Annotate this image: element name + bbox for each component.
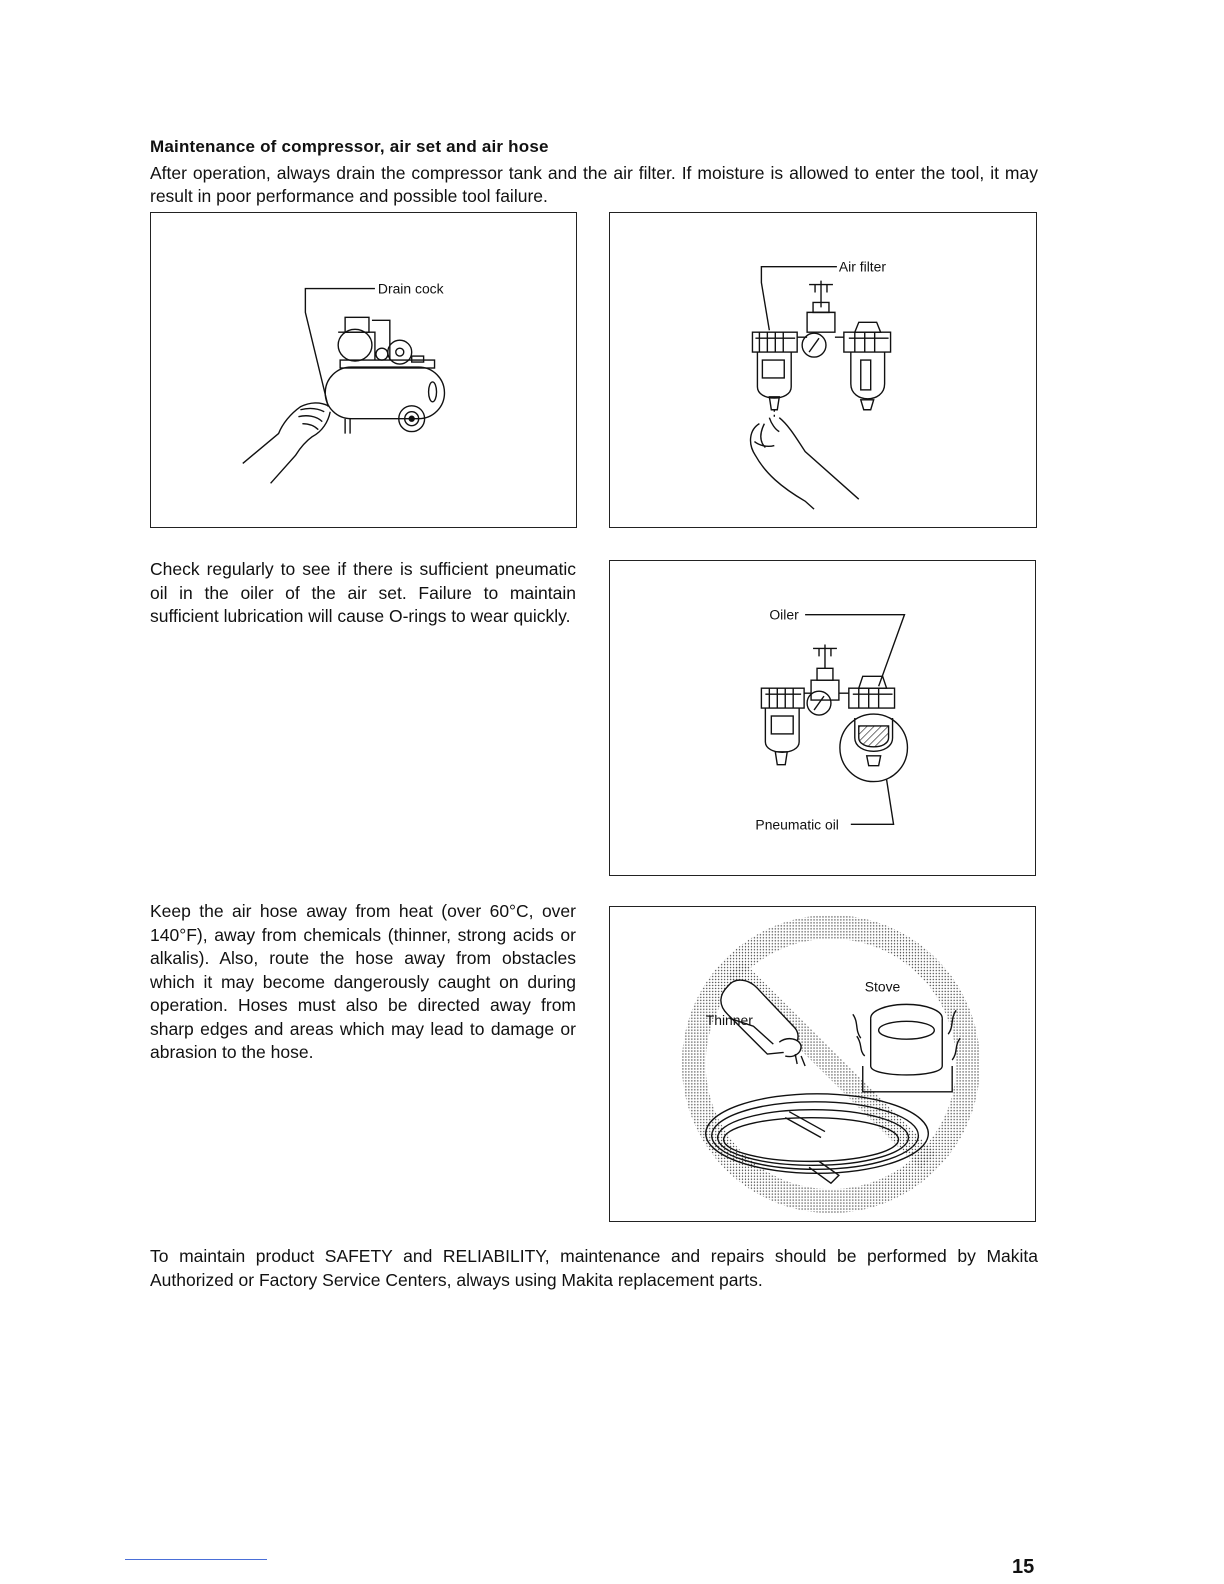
oiler-label: Oiler: [769, 606, 799, 623]
hose-hazard-figure: [609, 906, 1036, 1222]
oiler-figure: [609, 560, 1036, 876]
intro-paragraph: After operation, always drain the compressor tank and the air filter. If moisture is allowed to enter the tool, it may result in poor performance and possible tool failure.: [150, 163, 1038, 206]
page-number: 15: [1012, 1556, 1035, 1578]
oiler-paragraph: Check regularly to see if there is sufficient pneumatic oil in the oiler of the air set. Failure to maintain sufficient lubrication will cause O-rings to wear quickly.: [150, 559, 576, 626]
oiler-illustration: [610, 561, 1035, 875]
air-filter-figure: [609, 212, 1037, 528]
closing-paragraph: To maintain product SAFETY and RELIABILITY, maintenance and repairs should be performed by Makita Authorized or Factory Service Centers, always using Makita replacement parts.: [150, 1246, 1038, 1290]
compressor-illustration: [151, 213, 576, 527]
drain-cock-label: Drain cock: [377, 280, 444, 297]
section-heading: Maintenance of compressor, air set and air hose: [150, 137, 549, 156]
footer-rule: [125, 1559, 267, 1560]
hose-paragraph: Keep the air hose away from heat (over 60°C, over 140°F), away from chemicals (thinner, strong acids or alkalis). Also, route the hose away from obstacles which it may become dangerously caught on during operation. Hoses must also be directed away from sharp edges and areas which may lead to damage or abrasion to the hose.: [150, 901, 576, 1062]
pneumatic-oil-label: Pneumatic oil: [755, 816, 839, 833]
air-filter-illustration: [610, 213, 1036, 527]
stove-label: Stove: [864, 978, 901, 995]
compressor-figure: [150, 212, 577, 528]
thinner-label: Thinner: [705, 1012, 753, 1029]
hose-hazard-illustration: [610, 907, 1035, 1221]
air-filter-label: Air filter: [838, 258, 887, 275]
